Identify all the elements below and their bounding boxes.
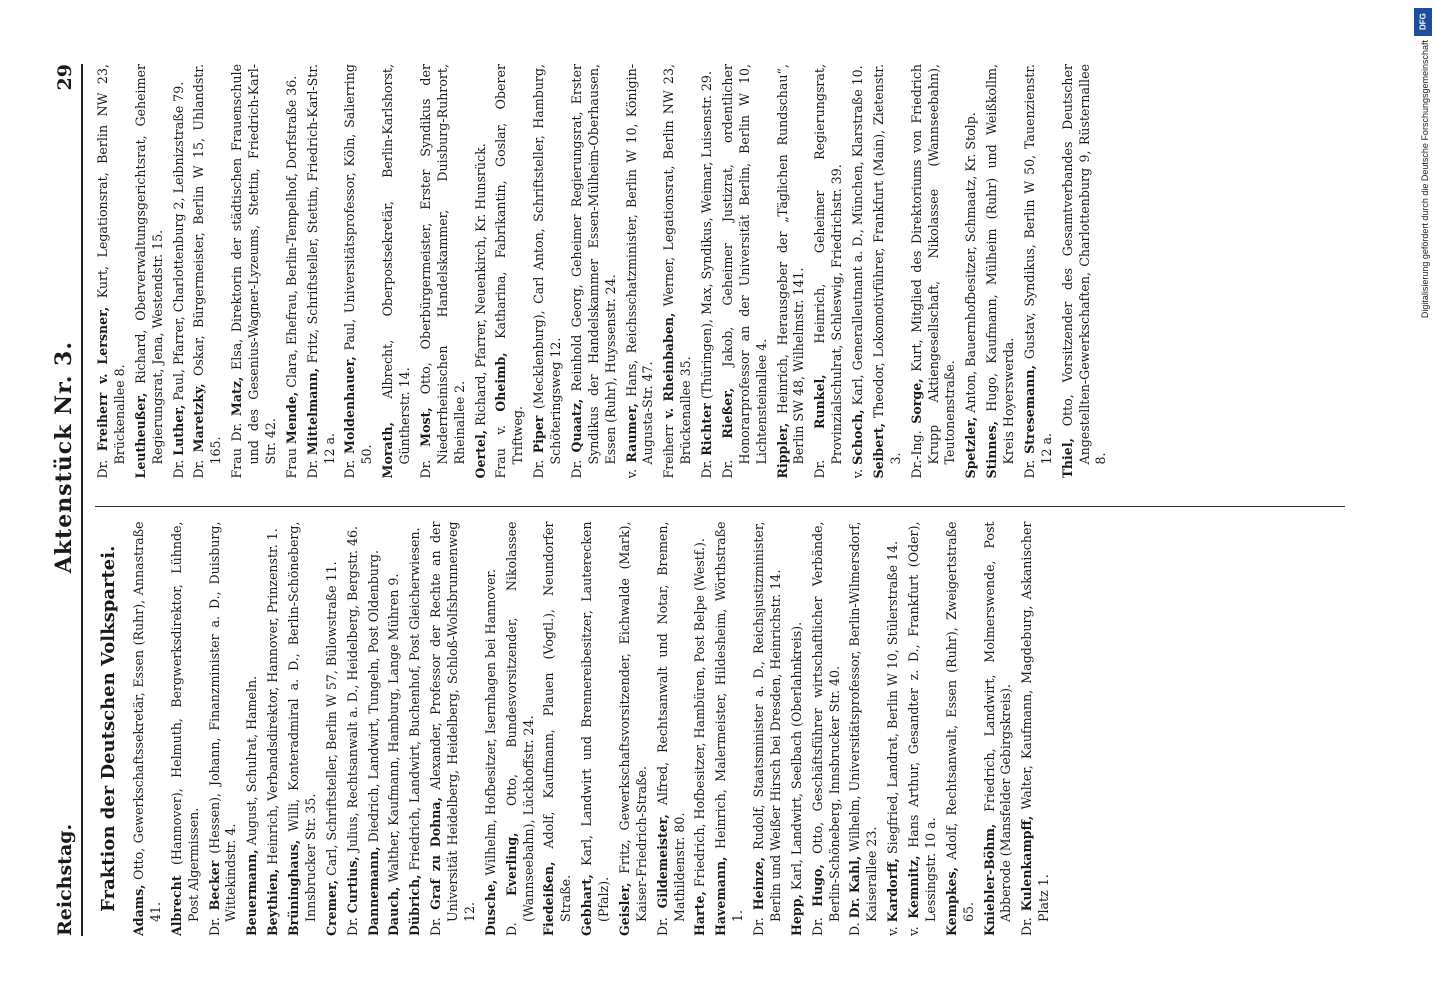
- member-name: Geisler,: [616, 882, 632, 936]
- member-prefix: Frau v.: [493, 425, 509, 479]
- member-name: Kniebler-Böhm,: [981, 823, 997, 936]
- member-entry: [812, 64, 846, 479]
- member-entry: [366, 522, 383, 937]
- member-details: Friedrich, Hofbesitzer, Hambüren, Post Belpe (Westf.).: [692, 538, 708, 888]
- member-name: Gebhart,: [579, 874, 595, 936]
- member-name: Thiel,: [1059, 438, 1075, 479]
- member-entry: [191, 64, 225, 479]
- member-details: Hans Arthur, Gesandter z. D., Frankfurt (Oder), Lessingstr. 10 a.: [906, 521, 938, 922]
- member-entry: [483, 522, 500, 937]
- member-name: Freiherr v. Lersner,: [95, 306, 110, 452]
- member-details: Paul, Pfarrer, Charlottenburg 2, Leibnizstraße 79.: [170, 81, 186, 401]
- member-entry: [171, 64, 188, 479]
- member-entry: [871, 64, 905, 479]
- header-title: Aktenstück Nr. 3.: [51, 341, 77, 574]
- member-prefix: Dr.: [344, 917, 360, 936]
- member-name: Leutheußer,: [132, 392, 148, 479]
- member-entry: [345, 522, 362, 937]
- member-details: Albrecht, Oberpostsekretär, Berlin-Karlshorst, Güntherstr. 14.: [380, 64, 412, 465]
- member-details: Hans, Reichsschatzminister, Berlin W 10, Königin-Augusta-Str. 47.: [623, 64, 656, 465]
- member-details: Elsa, Direktorin der städtischen Frauenschule und des Gesenius-Wagner-Lyzeums, Stettin, Friedrich-Karl-Str. 42.: [229, 64, 278, 465]
- member-name: Spetzler,: [963, 416, 979, 479]
- member-name: Brüninghaus,: [286, 839, 302, 936]
- member-name: Hepp,: [788, 894, 804, 936]
- member-entry: [661, 64, 695, 479]
- member-details: (Thüringen), Max, Syndikus, Weimar, Luisenstr. 29.: [699, 71, 714, 400]
- member-details: Walter, Kaufmann, Magdeburg, Askanischer Platz 1.: [1019, 521, 1052, 922]
- member-details: Walther, Kaufmann, Hamburg, Lange Mühren 9.: [386, 573, 402, 883]
- member-prefix: Dr.: [170, 459, 186, 479]
- member-prefix: Dr.: [568, 459, 584, 479]
- member-name: Dr. Kahl,: [847, 855, 863, 919]
- member-entry: [699, 64, 716, 479]
- member-name: Dauch,: [386, 886, 402, 936]
- member-name: Piper: [531, 415, 547, 454]
- section-title: Fraktion der Deutschen Volkspartei.: [98, 545, 119, 912]
- member-name: Luther,: [170, 404, 186, 456]
- member-prefix: Dr.: [531, 459, 547, 479]
- member-entry: [133, 64, 167, 479]
- member-entry: [720, 64, 771, 479]
- member-details: Gustav, Syndikus, Berlin W 50, Tauenzienstr. 12 a.: [1021, 64, 1054, 465]
- member-prefix: v.: [885, 926, 901, 936]
- member-name: Havemann,: [713, 856, 729, 936]
- member-details: Willi, Konteradmiral a. D., Berlin-Schöneberg, Innsbrucker Str. 35.: [286, 521, 318, 922]
- member-entry: [847, 522, 881, 937]
- member-details: Jakob, Geheimer Justizrat, ordentlicher Honorarprofessor an der Universität Berlin, Berlin W 10, Lichtensteinallee 4.: [719, 64, 769, 465]
- member-details: Diedrich, Landwirt, Tungeln, Post Oldenburg.: [365, 550, 381, 843]
- member-entry: [541, 522, 575, 937]
- dfg-logo-icon: DFG: [1414, 8, 1432, 36]
- member-name: Morath,: [380, 422, 396, 479]
- member-entry: [982, 522, 1016, 937]
- member-name: Albrecht: [168, 875, 184, 936]
- member-name: Kulenkampff,: [1019, 815, 1035, 912]
- dfg-side-note: [1410, 0, 1434, 1000]
- member-prefix: v.: [850, 468, 865, 479]
- dfg-credit-text: Digitalisierung gefördert durch die Deutsche Forschungsgemeinschaft: [1420, 40, 1430, 319]
- member-entry: [850, 64, 867, 479]
- member-name: Runkel,: [812, 374, 828, 430]
- member-prefix: D.: [847, 922, 863, 936]
- member-name: Graf zu Dohna,: [428, 797, 444, 910]
- member-name: Dübrich,: [407, 874, 423, 936]
- member-prefix: Freiherr: [661, 424, 677, 479]
- member-details: Kurt, Mitglied des Direktoriums von Friedrich Krupp Aktiengesellschaft, Nikolassee (Wannseebahn), Teutonenstraße.: [908, 64, 958, 465]
- member-details: Otto, Vorsitzender des Gesamtverbandes Deutscher Angestellten-Gewerkschaften, Charlottenburg 9, Rüsternallee 8.: [1059, 64, 1109, 465]
- member-entry: [244, 522, 261, 937]
- member-name: Mittelmann,: [304, 367, 320, 456]
- member-prefix: Dr.: [654, 917, 670, 936]
- member-entry: [418, 64, 469, 479]
- member-entry: [95, 64, 129, 479]
- member-details: Otto, Gewerkschaftssekretär, Essen (Ruhr), Annastraße 41.: [131, 521, 163, 922]
- member-entry: [655, 522, 689, 937]
- member-entry: [775, 64, 809, 479]
- member-name: Everling,: [503, 832, 519, 896]
- member-name: Stinnes,: [984, 421, 1000, 479]
- member-name: Gildemeister,: [654, 814, 670, 909]
- member-details: Friedrich, Landwirt, Buchenhof, Post Gleicherwiesen.: [407, 527, 423, 871]
- left-column: [95, 507, 1345, 937]
- member-entry: [569, 64, 620, 479]
- member-name: Richter: [699, 403, 714, 456]
- member-name: Mende,: [283, 391, 299, 445]
- member-entry: [169, 522, 203, 937]
- member-entry: [380, 64, 414, 479]
- member-prefix: Frau Dr.: [229, 422, 245, 479]
- member-prefix: Dr.-Ing.: [908, 430, 924, 479]
- member-details: Wilhelm, Hofbesitzer, Isernhagen bei Hannover.: [482, 568, 498, 876]
- member-entry: [131, 522, 165, 937]
- member-details: Clara, Ehefrau, Berlin-Tempelhof, Dorfstraße 36.: [283, 75, 299, 388]
- member-name: Dannemann,: [365, 846, 381, 936]
- member-entry: [305, 64, 339, 479]
- member-name: Raumer,: [623, 403, 639, 463]
- member-entry: [624, 64, 658, 479]
- member-name: Curtius,: [344, 856, 360, 914]
- member-name: Seibert,: [870, 422, 886, 479]
- member-prefix: Dr.: [809, 917, 825, 936]
- member-name: Rießer,: [719, 387, 735, 439]
- member-name: Sorge,: [908, 378, 924, 424]
- member-entry: [342, 64, 376, 479]
- member-name: Maretzky,: [191, 383, 207, 453]
- member-entry: [284, 64, 301, 479]
- member-prefix: Dr.: [1019, 917, 1035, 936]
- member-name: Kardorff,: [885, 858, 901, 923]
- member-details: Julius, Rechtsanwalt a. D., Heidelberg, Bergstr. 46.: [344, 525, 360, 853]
- member-prefix: D.: [503, 922, 519, 936]
- document-page: [37, 30, 1397, 970]
- member-details: Richard, Pfarrer, Neuenkirch, Kr. Hunsrück.: [472, 143, 488, 426]
- member-details: (Hessen), Johann, Finanzminister a. D., Duisburg, Wittekindstr. 4.: [206, 521, 239, 922]
- member-entry: [531, 64, 565, 479]
- member-details: Adolf, Rechtsanwalt, Essen (Ruhr), Zweigertstraße 65.: [943, 521, 976, 922]
- member-prefix: Dr.: [1021, 459, 1037, 479]
- member-details: Rudolf, Staatsminister a. D., Reichsjustizminister, Berlin und Weißer Hirsch bei Dresden, Heinrichstr. 14.: [751, 521, 783, 922]
- header-left: Reichstag.: [54, 823, 76, 936]
- member-details: Fritz, Schriftsteller, Stettin, Friedrich-Karl-Str. 12 a.: [304, 64, 337, 465]
- page-header: [51, 64, 83, 936]
- member-entry: [473, 64, 490, 479]
- member-details: Reinhold Georg, Geheimer Regierungsrat, Erster Syndikus der Handelskammer Essen-Mülheim-Oberhausen, Essen (Ruhr), Huyssenstr. 24.: [568, 64, 618, 465]
- member-entry: [713, 522, 747, 937]
- member-details: Richard, Oberverwaltungsgerichtsrat, Geheimer Regierungsrat, Jena, Westendstr. 15.: [132, 64, 165, 465]
- member-name: Oertel,: [472, 429, 488, 479]
- member-details: Adolf, Kaufmann, Plauen (Vogtl.), Neundorfer Straße.: [541, 521, 574, 922]
- member-entry: [944, 522, 978, 937]
- member-prefix: Dr.: [751, 917, 767, 936]
- member-details: Werner, Legationsrat, Berlin NW 23, Brückenallee 35.: [661, 64, 694, 465]
- member-details: Alexander, Professor der Rechte an der Universität Heidelberg, Heidelberg, Schloß-Wolfsbrunnenweg 12.: [428, 521, 477, 922]
- member-entry: [286, 522, 320, 937]
- member-entry: [692, 522, 709, 937]
- member-details: Kurt, Legationsrat, Berlin NW 23, Brückenallee 8.: [95, 64, 127, 465]
- member-entry: [493, 64, 527, 479]
- member-entry: [1022, 64, 1056, 479]
- page-number: 29: [54, 64, 76, 91]
- member-name: Rippler,: [774, 422, 790, 479]
- member-details: Otto, Geschäftsführer wirtschaftlicher Verbände, Berlin-Schöneberg, Innsbrucker Str. 40.: [809, 521, 842, 922]
- member-name: Hugo,: [809, 864, 825, 907]
- member-entry: [324, 522, 341, 937]
- member-details: Anton, Bauernhofbesitzer, Schmaatz, Kr. Stolp.: [963, 112, 979, 413]
- member-details: Carl, Schriftsteller, Berlin W 57, Bülowstraße 11.: [323, 561, 339, 876]
- member-name: Stresemann,: [1021, 365, 1037, 454]
- member-details: Oskar, Bürgermeister, Berlin W 15, Uhlandstr. 165.: [191, 64, 224, 465]
- member-name: Most,: [417, 407, 433, 447]
- member-name: Adams,: [131, 884, 147, 936]
- member-name: Cremer,: [323, 879, 339, 936]
- member-details: (Mecklenburg), Carl Anton, Schriftsteller, Hamburg, Schöteringsweg 12.: [531, 64, 563, 465]
- member-prefix: Frau: [283, 448, 299, 479]
- member-name: Kempkes,: [943, 866, 959, 936]
- member-details: Friedrich, Landwirt, Molmerswende, Post Abberode (Mansfelder Gebirgskreis).: [981, 521, 1014, 922]
- right-column: [95, 64, 1345, 479]
- member-name: Heinze,: [751, 856, 767, 911]
- member-prefix: Dr.: [95, 459, 110, 479]
- member-name: Schoch,: [850, 409, 865, 465]
- member-details: Heinrich, Herausgeber der „Täglichen Rundschau“, Berlin SW 48, Wilhelmstr. 141.: [774, 64, 807, 465]
- member-entry: [579, 522, 613, 937]
- member-name: v. Rheinbaben,: [661, 312, 677, 419]
- member-details: Fritz, Gewerkschaftsvorsitzender, Eichwalde (Mark), Kaiser-Friedrich-Straße.: [616, 521, 649, 922]
- member-details: Karl, Generalleutnant a. D., München, Klarstraße 10.: [850, 65, 865, 406]
- member-entry: [984, 64, 1018, 479]
- member-name: Becker: [206, 860, 222, 911]
- member-entry: [428, 522, 479, 937]
- member-name: Beythien,: [265, 868, 281, 936]
- member-details: Alfred, Rechtsanwalt und Notar, Bremen, Mathildenstr. 80.: [654, 521, 687, 922]
- member-entry: [751, 522, 785, 937]
- member-name: Oheimb,: [493, 352, 509, 412]
- member-details: Otto, Oberbürgermeister, Erster Syndikus der Niederrheinischen Handelskammer, Duisburg-Ruhrort, Rheinallee 2.: [417, 64, 467, 465]
- member-entry: [386, 522, 403, 937]
- member-prefix: v.: [623, 468, 639, 479]
- member-prefix: Dr.: [417, 459, 433, 479]
- member-details: Otto, Bundesvorsitzender, Nikolassee (Wannseebahn), Lückhoffstr. 24.: [503, 521, 536, 922]
- member-entry: [810, 522, 844, 937]
- member-details: Karl, Landwirt, Seelbach (Oberlahnkreis).: [788, 621, 804, 891]
- member-name: Fiedeißen,: [541, 861, 557, 936]
- member-entry: [885, 522, 902, 937]
- member-name: Harte,: [692, 891, 708, 936]
- member-details: Heinrich, Geheimer Regierungsrat, Provinzialschulrat, Schleswig, Friedrichstr. 39.: [812, 64, 845, 465]
- member-prefix: Dr.: [699, 459, 714, 479]
- member-details: Wilhelm, Universitätsprofessor, Berlin-Wilmersdorf, Kaiserallee 23.: [847, 521, 880, 922]
- member-details: Heinrich, Verbandsdirektor, Hannover, Prinzenstr. 1.: [265, 528, 281, 865]
- member-name: Beuermann,: [244, 849, 260, 936]
- member-prefix: Dr.: [304, 459, 320, 479]
- member-name: Matz,: [229, 376, 245, 417]
- member-details: (Hannover), Helmuth, Bergwerksdirektor, Lühnde, Post Algermissen.: [168, 521, 201, 922]
- member-entry: [207, 522, 241, 937]
- member-name: Dusche,: [482, 879, 498, 936]
- member-entry: [963, 64, 980, 479]
- member-entry: [909, 64, 960, 479]
- member-details: Siegfried, Landrat, Berlin W 10, Stülerstraße 14.: [885, 540, 901, 855]
- member-details: Heinrich, Malermeister, Hildesheim, Wörthstraße 1.: [713, 521, 746, 922]
- member-entry: [906, 522, 940, 937]
- member-details: August, Schulrat, Hameln.: [244, 675, 260, 846]
- member-entry: [407, 522, 424, 937]
- member-details: Theodor, Lokomotivführer, Frankfurt (Main), Zietenstr. 3.: [870, 64, 903, 465]
- member-entry: [504, 522, 538, 937]
- member-prefix: Dr.: [342, 459, 358, 479]
- member-details: Karl, Landwirt und Brennereibesitzer, Lauterecken (Pfalz).: [579, 521, 612, 922]
- member-entry: [1060, 64, 1111, 479]
- member-prefix: v.: [906, 926, 922, 936]
- member-entry: [1019, 522, 1053, 937]
- member-details: Katharina, Fabrikantin, Goslar, Oberer Triftweg.: [493, 64, 526, 465]
- member-prefix: Dr.: [719, 459, 735, 479]
- member-entry: [265, 522, 282, 937]
- member-prefix: Dr.: [428, 917, 444, 936]
- member-prefix: Dr.: [812, 459, 828, 479]
- member-name: Quaatz,: [568, 398, 584, 453]
- member-details: Paul, Universitätsprofessor, Köln, Salierring 50.: [342, 64, 375, 465]
- member-prefix: Dr.: [206, 917, 222, 936]
- member-entry: [789, 522, 806, 937]
- member-name: Kemnitz,: [906, 855, 922, 919]
- member-prefix: Dr.: [191, 459, 207, 479]
- member-entry: [617, 522, 651, 937]
- member-entry: [229, 64, 280, 479]
- member-name: Moldenhauer,: [342, 356, 358, 454]
- member-details: Hugo, Kaufmann, Mülheim (Ruhr) und Weißkollm, Kreis Hoyerswerda.: [984, 64, 1016, 465]
